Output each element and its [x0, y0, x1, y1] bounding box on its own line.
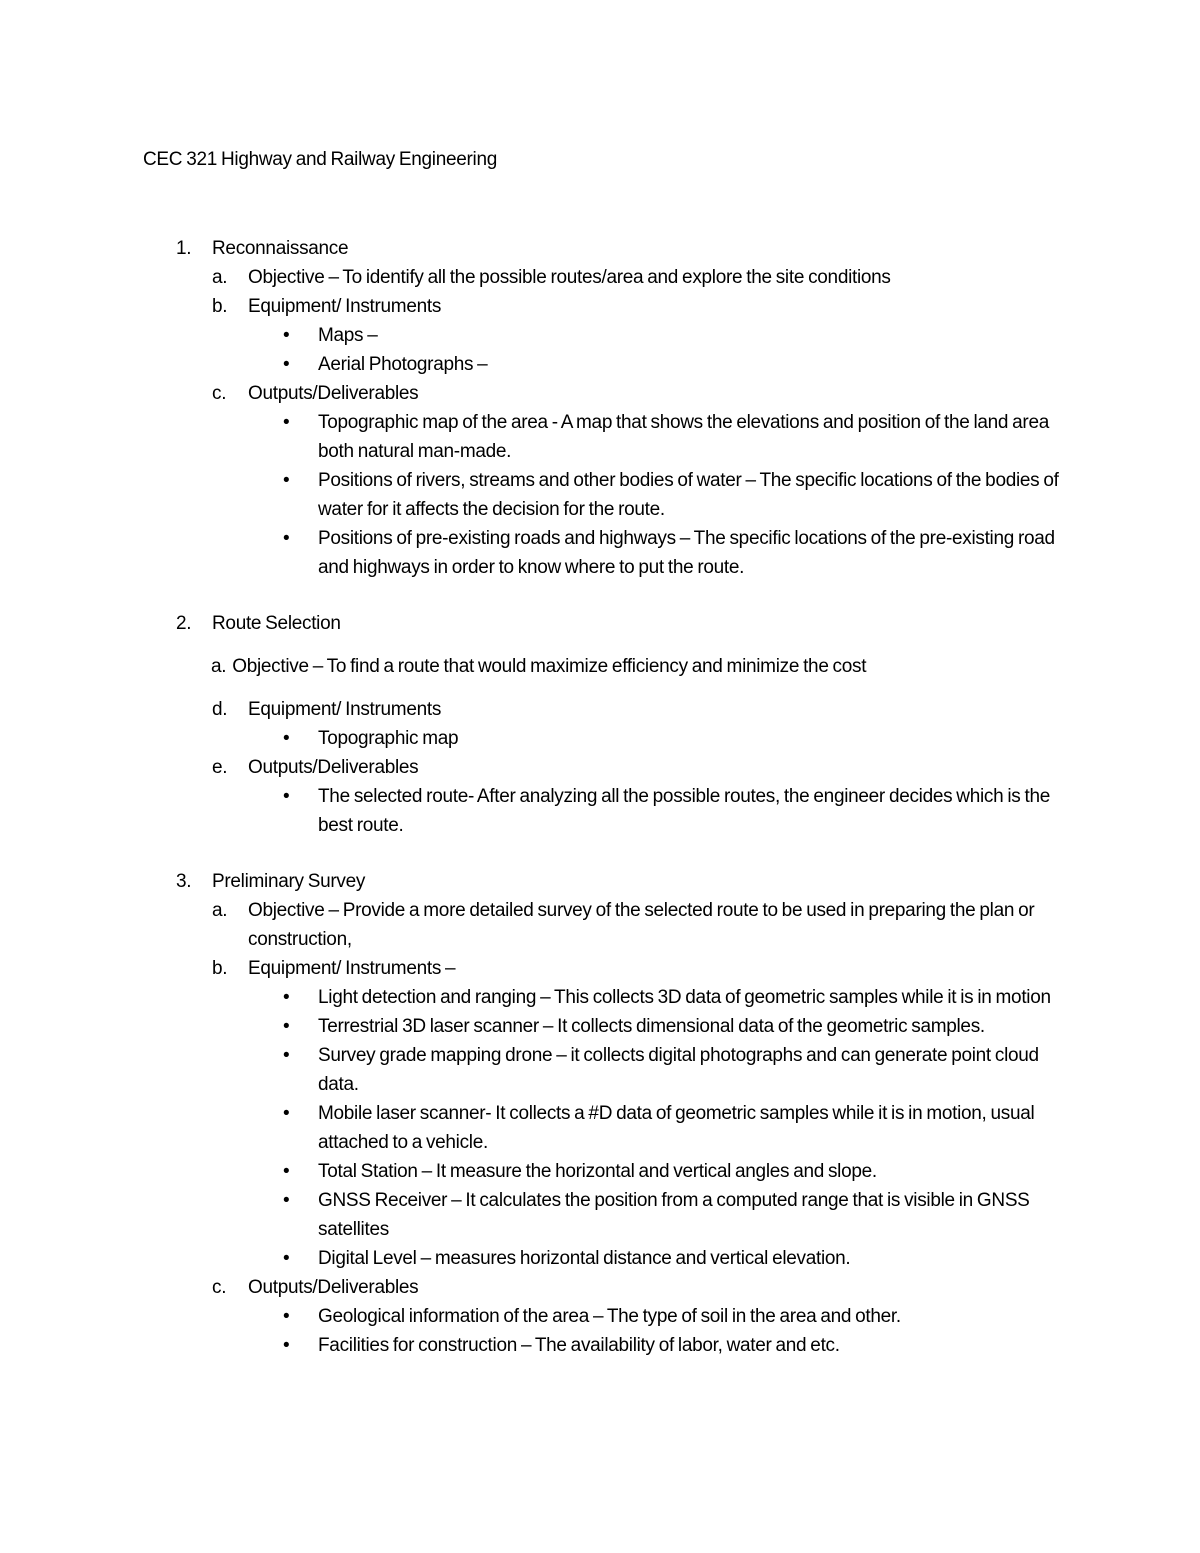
item-text: Total Station – It measure the horizontal and vertical angles and slope.	[318, 1161, 877, 1182]
document-content	[143, 145, 1063, 1360]
bullet-marker: •	[283, 987, 290, 1008]
bullet-marker: •	[283, 1045, 290, 1066]
lettered-item	[143, 292, 1063, 321]
bullet-item	[143, 1041, 1063, 1099]
bullet-item	[143, 408, 1063, 466]
bullet-item	[143, 782, 1063, 840]
lettered-item	[143, 263, 1063, 292]
bullet-marker: •	[283, 1190, 290, 1211]
letter-marker: e.	[212, 757, 228, 778]
document-sections	[143, 234, 1063, 1360]
bullet-item	[143, 350, 1063, 379]
letter-marker: b.	[212, 296, 228, 317]
bullet-item	[143, 983, 1063, 1012]
bullet-marker: •	[283, 1161, 290, 1182]
item-text: Objective – To identify all the possible routes/area and explore the site conditions	[248, 267, 891, 288]
section-heading-text: Route Selection	[212, 613, 341, 634]
item-text: Facilities for construction – The availability of labor, water and etc.	[318, 1335, 840, 1356]
lettered-item	[143, 954, 1063, 983]
section-2	[143, 609, 1063, 840]
item-text: Terrestrial 3D laser scanner – It collects dimensional data of the geometric samples.	[318, 1016, 985, 1037]
bullet-marker: •	[283, 470, 290, 491]
bullet-item	[143, 1302, 1063, 1331]
number-marker: 1.	[176, 238, 192, 259]
bullet-marker: •	[283, 1306, 290, 1327]
section-heading-text: Preliminary Survey	[212, 871, 366, 892]
item-text: Maps –	[318, 325, 378, 346]
bullet-marker: •	[283, 354, 290, 375]
document-title: CEC 321 Highway and Railway Engineering	[143, 149, 498, 170]
item-text: Equipment/ Instruments –	[248, 958, 456, 979]
section-1	[143, 234, 1063, 582]
letter-marker: a.	[212, 900, 228, 921]
item-text: Outputs/Deliverables	[248, 1277, 419, 1298]
item-text: Digital Level – measures horizontal distance and vertical elevation.	[318, 1248, 851, 1269]
bullet-marker: •	[283, 1103, 290, 1124]
number-marker: 2.	[176, 613, 192, 634]
bullet-item	[143, 1157, 1063, 1186]
bullet-item	[143, 321, 1063, 350]
numbered-heading	[143, 867, 1063, 896]
item-text: Mobile laser scanner- It collects a #D data of geometric samples while it is in motion, usual attached to a vehicle.	[318, 1103, 1035, 1153]
numbered-heading	[143, 609, 1063, 638]
bullet-item	[143, 1012, 1063, 1041]
item-text: Topographic map	[318, 728, 459, 749]
item-text: Topographic map of the area - A map that shows the elevations and position of the land area both natural man-made.	[318, 412, 1049, 462]
letter-marker: a.	[212, 267, 228, 288]
bullet-marker: •	[283, 412, 290, 433]
paragraph-spacer	[143, 681, 1063, 695]
number-marker: 3.	[176, 871, 192, 892]
item-text: The selected route- After analyzing all the possible routes, the engineer decides which is the best route.	[318, 786, 1050, 836]
bullet-item	[143, 1186, 1063, 1244]
item-text: GNSS Receiver – It calculates the position from a computed range that is visible in GNSS satellites	[318, 1190, 1030, 1240]
numbered-heading	[143, 234, 1063, 263]
lettered-item	[143, 652, 1063, 681]
bullet-item	[143, 1244, 1063, 1273]
letter-marker: c.	[212, 383, 227, 404]
lettered-item	[143, 1273, 1063, 1302]
item-text: Equipment/ Instruments	[248, 296, 442, 317]
item-text: Objective – To find a route that would maximize efficiency and minimize the cost	[232, 656, 867, 677]
item-text: Objective – Provide a more detailed survey of the selected route to be used in preparing the plan or construction,	[248, 900, 1035, 950]
item-text: Survey grade mapping drone – it collects digital photographs and can generate point cloud data.	[318, 1045, 1039, 1095]
lettered-item	[143, 695, 1063, 724]
item-text: Outputs/Deliverables	[248, 757, 419, 778]
bullet-marker: •	[283, 1335, 290, 1356]
bullet-marker: •	[283, 528, 290, 549]
section-3	[143, 867, 1063, 1360]
bullet-marker: •	[283, 728, 290, 749]
item-text: Positions of pre-existing roads and highways – The specific locations of the pre-existing road and highways in order to know where to put the route.	[318, 528, 1055, 578]
item-text: Positions of rivers, streams and other bodies of water – The specific locations of the bodies of water for it affects the decision for the route.	[318, 470, 1059, 520]
bullet-marker: •	[283, 786, 290, 807]
lettered-item	[143, 379, 1063, 408]
letter-marker: a.	[211, 656, 227, 677]
item-text: Aerial Photographs –	[318, 354, 488, 375]
bullet-item	[143, 1331, 1063, 1360]
bullet-item	[143, 724, 1063, 753]
bullet-marker: •	[283, 325, 290, 346]
item-text: Light detection and ranging – This collects 3D data of geometric samples while it is in motion	[318, 987, 1051, 1008]
lettered-item	[143, 896, 1063, 954]
item-text: Outputs/Deliverables	[248, 383, 419, 404]
bullet-item	[143, 524, 1063, 582]
lettered-item	[143, 753, 1063, 782]
bullet-item	[143, 1099, 1063, 1157]
item-text: Equipment/ Instruments	[248, 699, 442, 720]
paragraph-spacer	[143, 638, 1063, 652]
letter-marker: b.	[212, 958, 228, 979]
bullet-marker: •	[283, 1248, 290, 1269]
item-text: Geological information of the area – The type of soil in the area and other.	[318, 1306, 901, 1327]
letter-marker: d.	[212, 699, 228, 720]
bullet-item	[143, 466, 1063, 524]
bullet-marker: •	[283, 1016, 290, 1037]
letter-marker: c.	[212, 1277, 227, 1298]
section-heading-text: Reconnaissance	[212, 238, 349, 259]
